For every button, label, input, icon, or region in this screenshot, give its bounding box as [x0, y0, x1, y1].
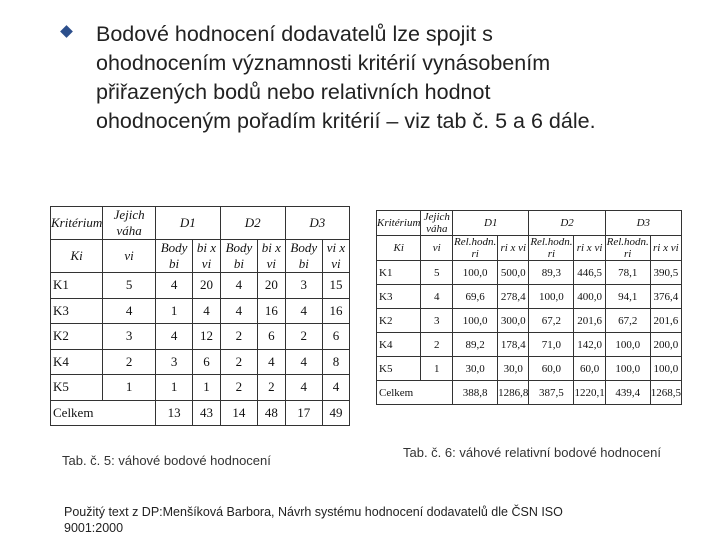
table-cell: 3 [155, 349, 192, 375]
table-cell: 100,0 [529, 285, 574, 309]
subheader-cell: Rel.hodn. ri [530, 236, 573, 260]
table-cell: 16 [322, 298, 349, 324]
table-cell: 100,0 [650, 357, 681, 381]
table-cell: 4 [258, 349, 286, 375]
table-cell: 6 [258, 324, 286, 350]
table-cell: 12 [193, 324, 221, 350]
table-cell: 500,0 [498, 261, 529, 285]
table-header-row [377, 211, 682, 236]
row-label: K1 [377, 261, 421, 285]
table-cell: 142,0 [574, 333, 605, 357]
table-cell: 67,2 [605, 309, 650, 333]
bullet-marker-icon [60, 25, 73, 38]
table-subheader-row [51, 240, 350, 273]
table-cell: 2 [220, 375, 257, 401]
table-cell: 69,6 [453, 285, 498, 309]
row-label: K5 [51, 375, 103, 401]
table-row [51, 349, 350, 375]
subheader-cell: ri x vi [650, 236, 681, 261]
table-cell: 17 [285, 400, 322, 426]
table-row [377, 261, 682, 285]
bullet-text: Bodové hodnocení dodavatelů lze spojit s ohodnocením významnosti kritérií vynásobením přiřazených bodů nebo relativních hodnot ohodnoceným pořadím kritérií – viz tab č. 5 a 6 dále. [96, 22, 596, 133]
table-cell: 1 [155, 375, 192, 401]
table-cell: 100,0 [605, 357, 650, 381]
table-row [377, 333, 682, 357]
table-cell: 4 [155, 324, 192, 350]
table-cell: 2 [220, 349, 257, 375]
table-cell: 4 [155, 273, 192, 299]
total-label: Celkem [51, 400, 156, 426]
table-cell: 3 [285, 273, 322, 299]
bullet-point [62, 20, 702, 136]
total-label: Celkem [377, 381, 453, 405]
table-cell: 4 [220, 273, 257, 299]
table-cell: 2 [220, 324, 257, 350]
table-cell: 390,5 [650, 261, 681, 285]
row-label: K2 [51, 324, 103, 350]
table-cell: 4 [421, 285, 453, 309]
table-row [377, 285, 682, 309]
table-row [51, 375, 350, 401]
table-row [377, 309, 682, 333]
row-label: K2 [377, 309, 421, 333]
table-row [51, 298, 350, 324]
table-cell: 100,0 [453, 309, 498, 333]
table-cell: 400,0 [574, 285, 605, 309]
header-jejich-vaha: Jejich váha [421, 211, 453, 236]
header-vi: vi [421, 236, 453, 261]
table-5-weighted-points [50, 206, 350, 426]
header-d3: D3 [605, 211, 681, 236]
header-ki: Ki [51, 240, 103, 273]
table-cell: 8 [322, 349, 349, 375]
table-cell: 89,3 [529, 261, 574, 285]
table-cell: 4 [322, 375, 349, 401]
caption-tab-6: Tab. č. 6: váhové relativní bodové hodnocení [403, 445, 662, 460]
table-row [377, 357, 682, 381]
table-cell: 178,4 [498, 333, 529, 357]
table-cell: 5 [421, 261, 453, 285]
table-cell: 1 [421, 357, 453, 381]
table-cell: 1286,8 [498, 381, 529, 405]
table-cell: 387,5 [529, 381, 574, 405]
subheader-cell: Body bi [285, 240, 322, 273]
table-cell: 388,8 [453, 381, 498, 405]
subheader-cell: Rel.hodn. ri [454, 236, 497, 260]
row-label: K3 [51, 298, 103, 324]
subheader-cell: Body bi [155, 240, 192, 273]
table-cell: 30,0 [453, 357, 498, 381]
row-label: K1 [51, 273, 103, 299]
table-total-row [51, 400, 350, 426]
table-cell: 89,2 [453, 333, 498, 357]
table-cell: 1268,5 [650, 381, 681, 405]
table-cell: 2 [103, 349, 156, 375]
table-cell: 94,1 [605, 285, 650, 309]
table-total-row [377, 381, 682, 405]
table-cell: 6 [193, 349, 221, 375]
subheader-cell: ri x vi [498, 236, 529, 261]
table-cell: 1220,1 [574, 381, 605, 405]
source-note: Použitý text z DP:Menšíková Barbora, Návrh systému hodnocení dodavatelů dle ČSN ISO 9001:2000 [64, 505, 563, 535]
table-cell: 300,0 [498, 309, 529, 333]
table-cell: 4 [285, 375, 322, 401]
header-d1: D1 [155, 207, 220, 240]
table-cell: 13 [155, 400, 192, 426]
table-cell: 60,0 [574, 357, 605, 381]
table-cell: 1 [193, 375, 221, 401]
table-header-row [51, 207, 350, 240]
table-cell: 16 [258, 298, 286, 324]
subheader-cell: Rel.hodn. ri [606, 236, 649, 260]
header-jejich-vaha: Jejich váha [103, 207, 156, 240]
table-cell: 4 [220, 298, 257, 324]
header-kriterium: Kritérium [377, 211, 421, 236]
header-ki: Ki [377, 236, 421, 261]
table-cell: 201,6 [650, 309, 681, 333]
table-cell: 376,4 [650, 285, 681, 309]
table-cell: 20 [258, 273, 286, 299]
table-cell: 200,0 [650, 333, 681, 357]
header-vi: vi [103, 240, 156, 273]
subheader-cell: Body bi [220, 240, 257, 273]
table-row [51, 273, 350, 299]
table-cell: 20 [193, 273, 221, 299]
row-label: K5 [377, 357, 421, 381]
header-d3: D3 [285, 207, 349, 240]
table-cell: 48 [258, 400, 286, 426]
table-cell: 278,4 [498, 285, 529, 309]
header-d2: D2 [220, 207, 285, 240]
header-kriterium: Kritérium [51, 207, 103, 240]
table-cell: 1 [103, 375, 156, 401]
table-cell: 15 [322, 273, 349, 299]
table-cell: 43 [193, 400, 221, 426]
subheader-cell: vi x vi [322, 240, 349, 273]
table-cell: 60,0 [529, 357, 574, 381]
table-cell: 100,0 [453, 261, 498, 285]
table-cell: 2 [258, 375, 286, 401]
caption-tab-5: Tab. č. 5: váhové bodové hodnocení [62, 453, 271, 468]
table-cell: 201,6 [574, 309, 605, 333]
table-cell: 78,1 [605, 261, 650, 285]
table-cell: 5 [103, 273, 156, 299]
table-cell: 4 [285, 349, 322, 375]
row-label: K4 [377, 333, 421, 357]
table-cell: 71,0 [529, 333, 574, 357]
subheader-cell: bi x vi [258, 240, 286, 273]
table-6-weighted-relative [376, 210, 682, 405]
table-cell: 4 [285, 298, 322, 324]
table-cell: 3 [103, 324, 156, 350]
table-cell: 2 [421, 333, 453, 357]
header-d1: D1 [453, 211, 529, 236]
table-cell: 14 [220, 400, 257, 426]
subheader-cell: bi x vi [193, 240, 221, 273]
table-cell: 2 [285, 324, 322, 350]
table-cell: 1 [155, 298, 192, 324]
table-cell: 3 [421, 309, 453, 333]
table-cell: 100,0 [605, 333, 650, 357]
table-cell: 4 [193, 298, 221, 324]
row-label: K4 [51, 349, 103, 375]
table-row [51, 324, 350, 350]
table-cell: 6 [322, 324, 349, 350]
header-d2: D2 [529, 211, 605, 236]
table-cell: 67,2 [529, 309, 574, 333]
table-cell: 4 [103, 298, 156, 324]
table-subheader-row [377, 236, 682, 261]
subheader-cell: ri x vi [574, 236, 605, 261]
row-label: K3 [377, 285, 421, 309]
table-cell: 30,0 [498, 357, 529, 381]
table-cell: 446,5 [574, 261, 605, 285]
table-cell: 439,4 [605, 381, 650, 405]
table-cell: 49 [322, 400, 349, 426]
